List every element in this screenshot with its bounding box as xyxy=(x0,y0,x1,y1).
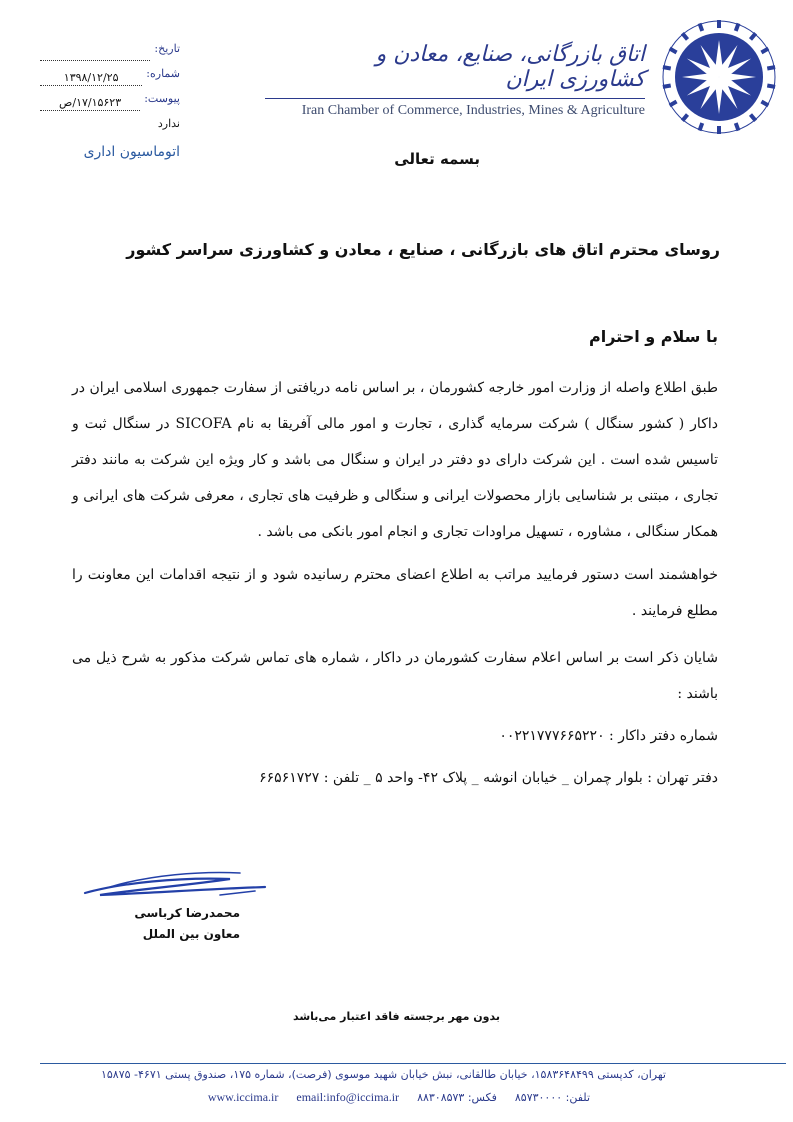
recipient-line: روسای محترم اتاق های بازرگانی ، صنایع ، معادن و کشاورزی سراسر کشور xyxy=(126,240,720,259)
attachment-row xyxy=(40,86,180,111)
org-name-fa: اتاق بازرگانی، صنایع، معادن و کشاورزی ایران xyxy=(375,42,645,92)
footer-address: تهران، کدپستی ۱۵۸۳۶۴۸۴۹۹، خیابان طالقانی، نبش خیابان شهید موسوی (فرصت)، شماره ۱۷۵، صندوق پستی ۴۶۷۱- ۱۵۸۷۵ xyxy=(100,1068,666,1081)
greeting-line: با سلام و احترام xyxy=(589,327,718,346)
attachment-value: ۱۷/۱۵۶۲۳/ص xyxy=(40,96,140,111)
signatory-name: محمدرضا کرباسی xyxy=(134,906,240,920)
paragraph-3: شایان ذکر است بر اساس اعلام سفارت کشورمان در داکار ، شماره های تماس شرکت مذکور به شرح ذیل می باشند : xyxy=(72,650,718,702)
paragraph-1: طبق اطلاع واصله از وزارت امور خارجه کشورمان ، بر اساس نامه دریافتی از سفارت جمهوری اسلامی ایران در داکار ( کشور سنگال ) شرکت سرمایه گذاری ، تجارت و امور مالی آفریقا به نام SICOFA در سنگال ثبت و تاسیس شده است . این شرکت دارای دو دفتر در ایران و سنگال می باشد و کار ویژه این شرکت به مانند دفتر تجاری ، مبتنی بر شناسایی بازار محصولات ایرانی و سنگالی و ظرفیت های تجاری ، معرفی شرکت های ایرانی و همکار سنگالی ، مشاوره ، تسهیل مراودات تجاری و انجام امور بانکی می باشد . xyxy=(72,380,718,540)
date-label: تاریخ: xyxy=(154,42,180,55)
stamp-validity-note: بدون مهر برجسته فاقد اعتبار می‌باشد xyxy=(292,1010,500,1023)
letter-meta xyxy=(40,36,180,165)
footer-phone: تلفن: ۸۵۷۳۰۰۰۰ xyxy=(514,1091,590,1104)
dakar-office-line: شماره دفتر داکار : ۰۰۲۲۱۷۷۷۶۶۵۲۲۰ xyxy=(499,728,718,744)
header-divider xyxy=(265,98,645,99)
footer-divider xyxy=(40,1063,786,1064)
date-value xyxy=(40,46,150,61)
footer-fax: فکس: ۸۸۳۰۸۵۷۳ xyxy=(417,1091,497,1104)
automation-label: اتوماسیون اداری xyxy=(83,144,180,160)
date-row xyxy=(40,36,180,61)
signatory-block xyxy=(80,903,240,945)
number-label: شماره: xyxy=(146,67,180,80)
org-name-en: Iran Chamber of Commerce, Industries, Mines & Agriculture xyxy=(301,103,645,118)
iccima-logo-icon xyxy=(660,18,778,136)
signatory-title: معاون بین الملل xyxy=(142,927,240,941)
attachment-label: پیوست: xyxy=(144,92,180,105)
bismillah-heading: بسمه تعالی xyxy=(394,150,480,168)
number-value: ۱۳۹۸/۱۲/۲۵ xyxy=(40,71,142,86)
no-attachment: ندارد xyxy=(157,117,180,130)
footer-email[interactable]: email:info@iccima.ir xyxy=(296,1090,400,1104)
footer-website[interactable]: www.iccima.ir xyxy=(207,1090,279,1104)
tehran-office-line: دفتر تهران : بلوار چمران _ خیابان انوشه _ پلاک ۴۲- واحد ۵ _ تلفن : ۶۶۵۶۱۷۲۷ xyxy=(259,770,718,786)
number-row xyxy=(40,61,180,86)
footer-contact xyxy=(170,1090,590,1105)
no-attachment-row xyxy=(40,111,180,136)
paragraph-2: خواهشمند است دستور فرمایید مراتب به اطلاع اعضای محترم رسانیده شود و از نتیجه اقدامات این معاونت را مطلع فرمایند . xyxy=(72,567,718,619)
